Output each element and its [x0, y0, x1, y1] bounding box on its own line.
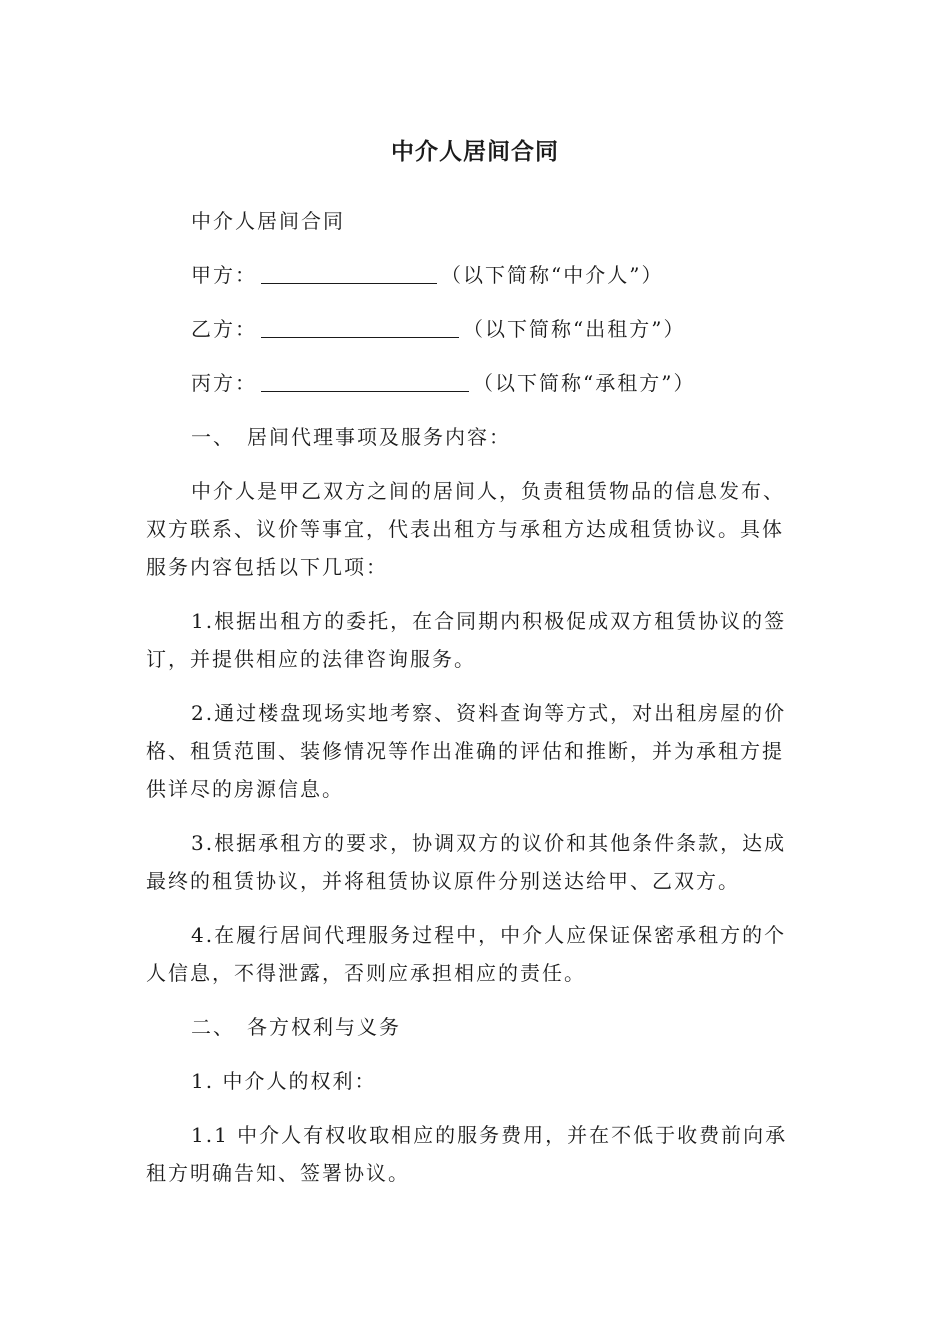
party-b-line [191, 313, 685, 345]
party-c-note: （以下简称“承租方”） [473, 371, 696, 395]
section1-intro-line: 服务内容包括以下几项： [146, 555, 388, 579]
party-b-note: （以下简称“出租方”） [463, 317, 686, 341]
party-c-label: 丙方： [191, 371, 257, 395]
section1-item2-line: 2.通过楼盘现场实地考察、资料查询等方式，对出租房屋的价 [191, 701, 787, 725]
section1-heading: 一、 居间代理事项及服务内容： [191, 425, 511, 449]
section1-item1-line: 1.根据出租方的委托，在合同期内积极促成双方租赁协议的签 [191, 609, 787, 633]
party-b-blank [261, 315, 459, 338]
section2-item1-1-line: 1.1 中介人有权收取相应的服务费用，并在不低于收费前向承 [191, 1123, 788, 1147]
party-a-line [191, 259, 663, 291]
party-c-line [191, 367, 695, 399]
section1-item2-line: 供详尽的房源信息。 [146, 777, 344, 801]
section1-intro-line: 中介人是甲乙双方之间的居间人，负责租赁物品的信息发布、 [191, 479, 785, 503]
document-title: 中介人居间合同 [391, 139, 559, 165]
party-b-label: 乙方： [191, 317, 257, 341]
party-a-label: 甲方： [191, 263, 257, 287]
document-subtitle: 中介人居间合同 [191, 209, 345, 233]
section2-heading: 二、 各方权利与义务 [191, 1015, 401, 1039]
party-a-note: （以下简称“中介人”） [441, 263, 664, 287]
section1-item4-line: 人信息，不得泄露，否则应承担相应的责任。 [146, 961, 586, 985]
section1-intro-line: 双方联系、议价等事宜，代表出租方与承租方达成租赁协议。具体 [146, 517, 784, 541]
party-c-blank [261, 369, 469, 392]
section1-item2-line: 格、租赁范围、装修情况等作出准确的评估和推断，并为承租方提 [146, 739, 784, 763]
section1-item4-line: 4.在履行居间代理服务过程中，中介人应保证保密承租方的个 [191, 923, 787, 947]
section1-item1-line: 订，并提供相应的法律咨询服务。 [146, 647, 476, 671]
section1-item3-line: 最终的租赁协议，并将租赁协议原件分别送达给甲、乙双方。 [146, 869, 740, 893]
section1-item3-line: 3.根据承租方的要求，协调双方的议价和其他条件条款，达成 [191, 831, 787, 855]
party-a-blank [261, 261, 437, 284]
section2-item1-1-line: 租方明确告知、签署协议。 [146, 1161, 410, 1185]
section2-sub1: 1. 中介人的权利： [191, 1069, 377, 1093]
